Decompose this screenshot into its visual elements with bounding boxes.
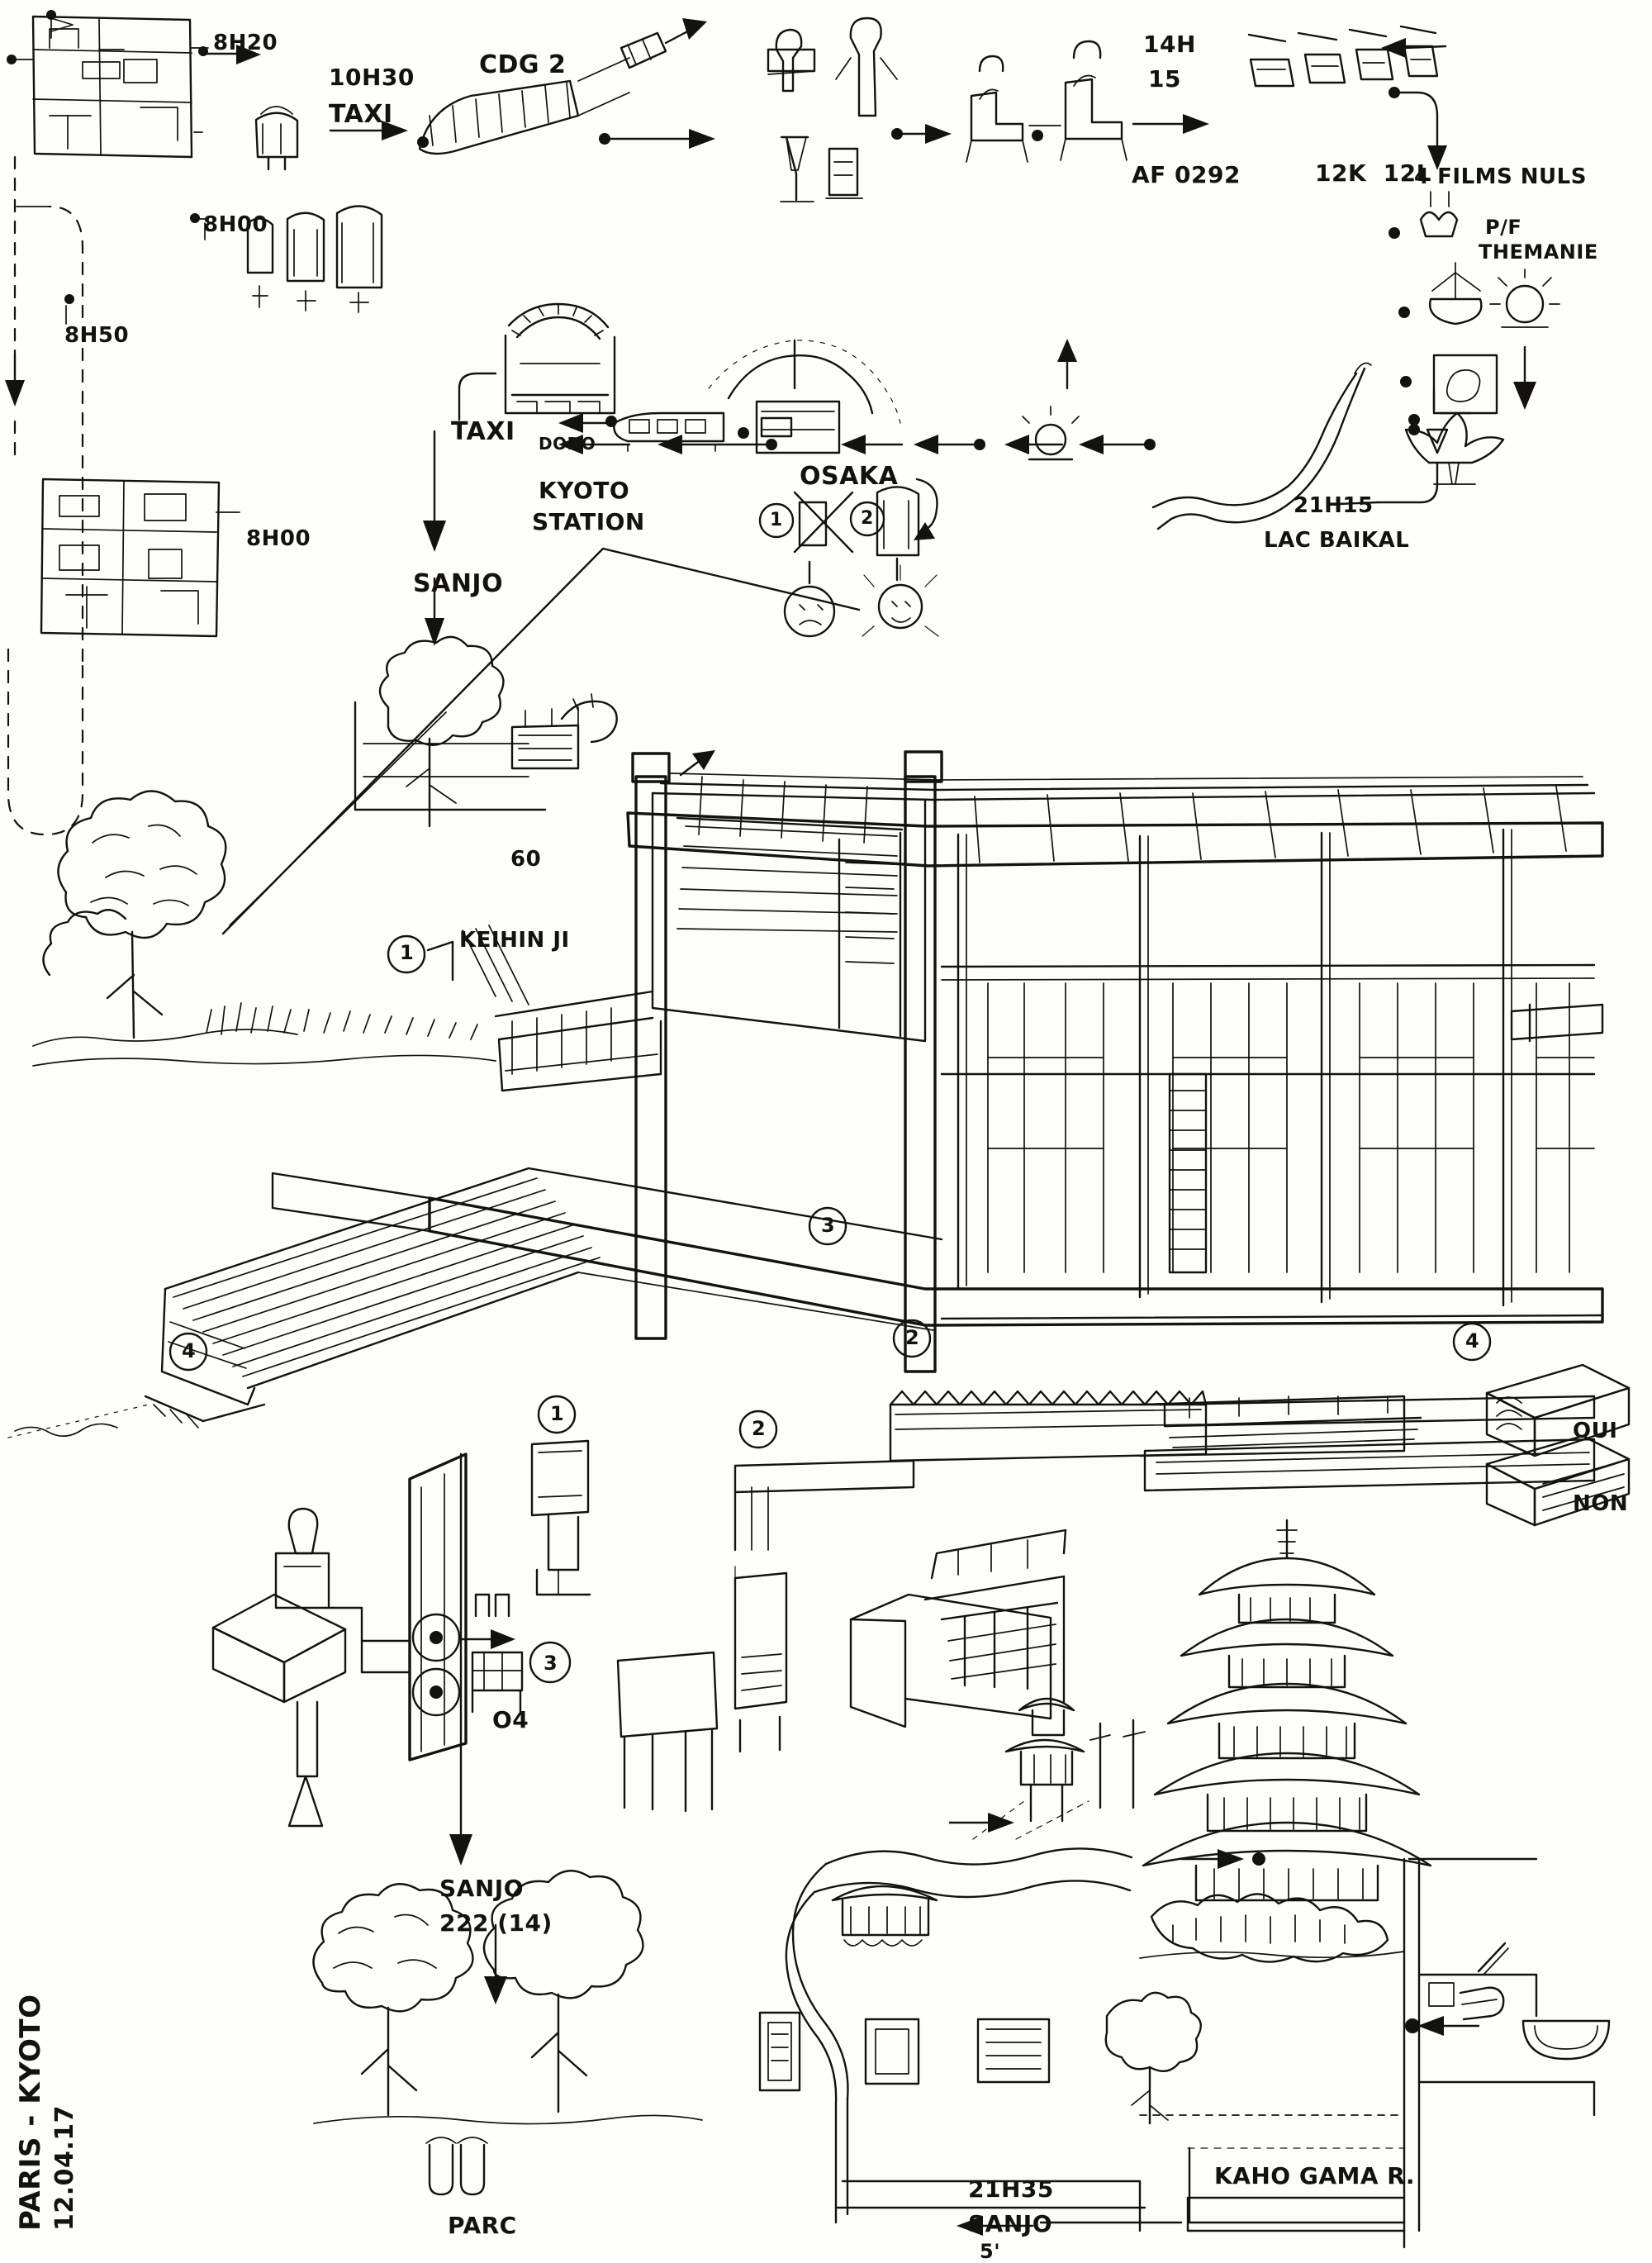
- detail-callout-3: 3: [544, 1652, 558, 1675]
- flight-duration-hour: 14H: [1143, 31, 1196, 58]
- pagoda: [1143, 1520, 1431, 1900]
- flight-number-label: AF 0292: [1132, 161, 1241, 188]
- floorplan-lower: [41, 479, 219, 636]
- detail-stool: [618, 1573, 786, 1811]
- vending-option-1: 1: [770, 510, 783, 530]
- time-label-0850: 8H50: [64, 323, 130, 348]
- vending-choice: [760, 479, 938, 636]
- palm-icon: [1406, 413, 1503, 484]
- floorplan-upper: [7, 10, 192, 157]
- osaka-label: OSAKA: [800, 462, 899, 491]
- framed-pictures: [760, 1993, 1201, 2123]
- time-label-0820: 8H20: [213, 31, 278, 55]
- films-note-label: 4 FILMS NULS: [1414, 164, 1587, 189]
- evening-time-label: 21H35: [968, 2175, 1054, 2203]
- taxi-to-sanjo: [423, 373, 496, 646]
- sun-icon-right: [1490, 269, 1559, 327]
- osaka-scene: [709, 340, 900, 453]
- luggage-group: [248, 206, 382, 312]
- film-screens: [1249, 26, 1447, 170]
- lake-name-label: LAC BAIKAL: [1264, 528, 1410, 553]
- taxi-time-label: 10H30: [329, 64, 415, 91]
- film-title-0: P/F: [1485, 216, 1522, 239]
- airport-code-label: CDG 2: [479, 50, 567, 79]
- thumb-note: 60: [510, 847, 542, 872]
- vending-option-2: 2: [861, 508, 874, 529]
- keihin-annotation: KEIHIN JI: [459, 928, 570, 953]
- pagoda-foliage: [1140, 1894, 1404, 1961]
- traveller-picto: [256, 107, 297, 169]
- page-title: PARIS - KYOTO: [14, 1994, 47, 2231]
- flight-duration-min: 15: [1148, 65, 1181, 93]
- detail-callout-1: 1: [550, 1402, 565, 1425]
- detail-1-bracket: [532, 1396, 590, 1595]
- joint-bad-label: NON: [1573, 1491, 1629, 1516]
- time-label-0800-b: 8H00: [246, 526, 311, 551]
- detail-callout-4: 4: [1465, 1329, 1480, 1353]
- perspective-callout-3: 3: [821, 1214, 836, 1237]
- perspective-callout-1: 1: [400, 941, 415, 964]
- seat-label: 12K 12L: [1315, 159, 1431, 187]
- site-plane: [223, 549, 859, 934]
- time-label-0800-a: 8H00: [203, 212, 268, 237]
- kyoto-station: [506, 304, 617, 433]
- sanjo-detail-line1: SANJO: [439, 1875, 524, 1902]
- pavilion-structure: [496, 750, 1602, 1372]
- lake-time-label: 21H15: [1294, 493, 1374, 518]
- seat-pictos: [966, 41, 1209, 162]
- detail-note-label: O4: [492, 1706, 529, 1733]
- route-arrows-topleft: [194, 45, 261, 240]
- sanjo-label: SANJO: [413, 569, 504, 598]
- detail-2-wall: [735, 1391, 1594, 1646]
- detail-machine-left: [213, 1454, 466, 1826]
- kyoto-station-line1: KYOTO: [539, 477, 630, 504]
- perspective-callout-2: 2: [905, 1326, 920, 1349]
- film-title-1: THEMANIE: [1479, 240, 1598, 264]
- kyoto-taxi-label: TAXI: [451, 417, 515, 446]
- taxi-label: TAXI: [329, 100, 393, 129]
- perspective-callout-4: 4: [182, 1339, 197, 1362]
- evening-suffix-label: 5': [980, 2240, 1001, 2263]
- joint-good-label: OUI: [1573, 1419, 1618, 1443]
- kyoto-station-line2: STATION: [532, 508, 645, 535]
- arrow-tube-to-bar: [599, 129, 715, 149]
- garden-thumbnail: [355, 637, 617, 826]
- sanjo-detail-line2: 222 (14): [439, 1909, 553, 1937]
- restaurant-label: KAHO GAMA R.: [1214, 2162, 1416, 2189]
- film-icon-column: [1389, 192, 1559, 484]
- sunrise-icon: [1023, 339, 1079, 459]
- time-leaders: [64, 48, 240, 512]
- tree-cluster: [33, 791, 496, 1066]
- restaurant-border: [1188, 2198, 1404, 2231]
- airport-shuttle-tube: [417, 18, 707, 154]
- detail-callout-2: 2: [752, 1417, 767, 1440]
- bar-scene: [768, 18, 952, 202]
- screen-caption: DODO: [539, 434, 596, 454]
- evening-place-label: SANJO: [968, 2210, 1052, 2237]
- detail-desk: [851, 1530, 1066, 1727]
- page-date: 12.04.17: [50, 2104, 79, 2231]
- park-label: PARC: [448, 2212, 517, 2239]
- down-arrow-right: [1513, 347, 1536, 410]
